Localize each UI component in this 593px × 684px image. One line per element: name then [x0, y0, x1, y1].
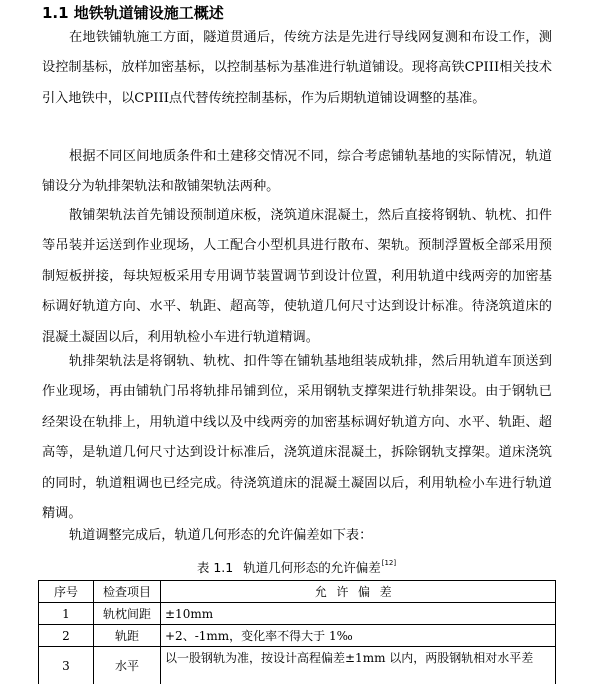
table-row — [39, 603, 556, 625]
table-caption-reference: [12] — [381, 559, 397, 567]
paragraph-intro: 在地铁铺轨施工方面，隧道贯通后，传统方法是先进行导线网复测和布设工作，测设控制基标，放样加密基标，以控制基标为基准进行轨道铺设。现将高铁CPIII相关技术引入地铁中，以CPIII点代替传统控制基标，作为后期轨道铺设调整的基准。 — [42, 30, 552, 106]
row-tolerance: +2、-1mm，变化率不得大于 1‰ — [161, 625, 556, 647]
table-row — [39, 625, 556, 647]
section-heading: 1.1 地铁轨道铺设施工概述 — [42, 4, 224, 22]
table-header-row — [39, 581, 556, 603]
row-check-item: 轨距 — [94, 625, 161, 647]
header-check-item: 检查项目 — [94, 581, 161, 603]
header-tolerance: 允许偏差 — [161, 581, 556, 603]
table-row — [39, 647, 556, 684]
paragraph-methods: 根据不同区间地质条件和土建移交情况不同，综合考虑铺轨基地的实际情况，轨道铺设分为轨排架轨法和散铺架轨法两种。 — [42, 149, 552, 195]
row-number: 1 — [39, 603, 94, 625]
row-tolerance: 以一股钢轨为准，按设计高程偏差±1mm 以内，两股钢轨相对水平差 — [161, 647, 556, 684]
paragraph-track-panel-laying: 轨排架轨法是将钢轨、轨枕、扣件等在铺轨基地组装成轨排，然后用轨道车顶送到作业现场，再由铺轨门吊将轨排吊铺到位，采用钢轨支撑架进行轨排架设。由于钢轨已经架设在轨排上，用轨道中线以及中线两旁的加密基标调好轨道方向、水平、轨距、超高等，是轨道几何尺寸达到设计标准后，浇筑道床混凝土，拆除钢轨支撑架。道床浇筑的同时，轨道粗调也已经完成。待浇筑道床的混凝土凝固以后，利用轨检小车进行轨道精调。 — [42, 354, 552, 522]
paragraph-table-intro: 轨道调整完成后，轨道几何形态的允许偏差如下表： — [69, 528, 373, 543]
row-number: 2 — [39, 625, 94, 647]
tolerance-table — [38, 580, 556, 684]
paragraph-scattered-laying: 散铺架轨法首先铺设预制道床板，浇筑道床混凝土，然后直接将钢轨、轨枕、扣件等吊装并运送到作业现场，人工配合小型机具进行散布、架轨。预制浮置板全部采用预制短板拼接，每块短板采用专用调节装置调节到设计位置，利用轨道中线两旁的加密基标调好轨道方向、水平、轨距、超高等，使轨道几何尺寸达到设计标准。待浇筑道床的混凝土凝固以后，利用轨检小车进行轨道精调。 — [42, 208, 552, 345]
table-caption-number: 表 1.1 — [196, 560, 234, 575]
table-caption-title: 轨道几何形态的允许偏差 — [243, 560, 381, 575]
row-check-item: 轨枕间距 — [94, 603, 161, 625]
table-caption — [0, 553, 593, 578]
row-number: 3 — [39, 647, 94, 684]
row-tolerance: ±10mm — [161, 603, 556, 625]
row-check-item: 水平 — [94, 647, 161, 684]
header-number: 序号 — [39, 581, 94, 603]
